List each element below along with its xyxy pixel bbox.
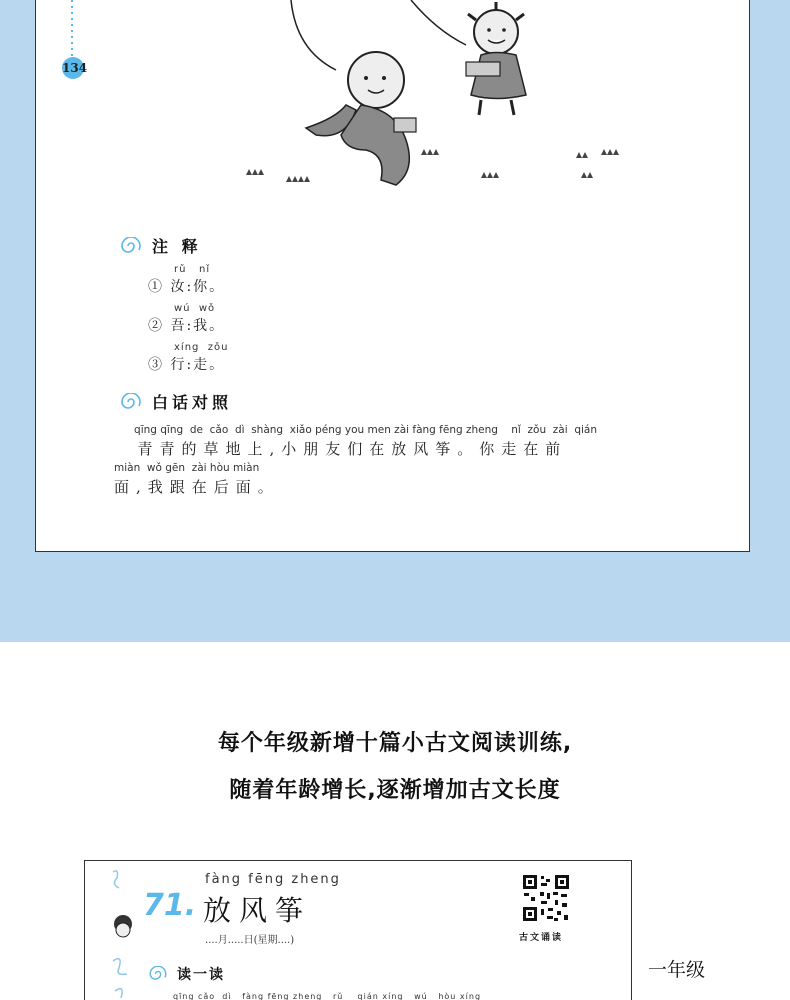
kids-flying-kites-illustration [196, 0, 656, 200]
lesson-date-line: ....月.....日(星期....) [205, 935, 295, 946]
qr-code-label: 古文诵读 [519, 933, 564, 943]
note-pinyin: wú wǒ [174, 303, 216, 314]
note-pinyin: xíng zǒu [174, 342, 229, 353]
translation-line-2 [114, 462, 714, 497]
swirl-icon [145, 966, 171, 982]
swirl-icon [116, 393, 146, 411]
note-text: 吾:我。 [170, 318, 226, 334]
note-text: 汝:你。 [170, 279, 226, 295]
note-pinyin: rǔ nǐ [174, 264, 211, 275]
notes-heading [116, 234, 202, 257]
translation-text: 面,我跟在后面。 [114, 478, 280, 496]
note-marker: ① [148, 279, 164, 295]
translation-line-1 [114, 424, 714, 459]
note-marker: ③ [148, 357, 164, 373]
book-page-bottom [84, 860, 632, 1000]
qr-code-icon[interactable] [521, 873, 571, 923]
translation-heading-text: 白话对照 [152, 393, 233, 412]
lesson-title: 放风筝 [203, 894, 312, 927]
read-pinyin-line: qīng cǎo dì fàng fēng zheng rǔ qián xíng wú hòu xíng [173, 992, 482, 1000]
page-number: 134 [62, 57, 84, 79]
notes-heading-text: 注 释 [152, 237, 202, 256]
grade-label: 一年级 [648, 959, 706, 981]
book-page-top [35, 0, 750, 552]
note-text: 行:走。 [170, 357, 226, 373]
swirl-icon [116, 237, 146, 255]
translation-heading [116, 390, 232, 413]
note-marker: ② [148, 318, 164, 334]
lesson-number: 71. [143, 888, 197, 923]
lesson-title-pinyin: fàng fēng zheng [205, 872, 341, 887]
note-item-1 [148, 264, 225, 296]
note-item-3 [148, 342, 228, 374]
decorative-side-doodle [105, 866, 141, 1000]
translation-text: 青青的草地上,小朋友们在放风筝。你走在前 [114, 440, 568, 458]
read-heading-text: 读一读 [177, 967, 225, 983]
read-heading [145, 964, 225, 984]
dotted-margin-line [71, 0, 73, 56]
caption-line-2: 随着年龄增长,逐渐增加古文长度 [229, 778, 561, 803]
translation-pinyin: qīng qīng de cǎo dì shàng xiǎo péng you men zài fàng fēng zheng nǐ zǒu zài qián [114, 424, 598, 436]
note-item-2 [148, 303, 225, 335]
translation-pinyin: miàn wǒ gēn zài hòu miàn [114, 462, 260, 474]
caption-line-1: 每个年级新增十篇小古文阅读训练, [217, 731, 573, 756]
